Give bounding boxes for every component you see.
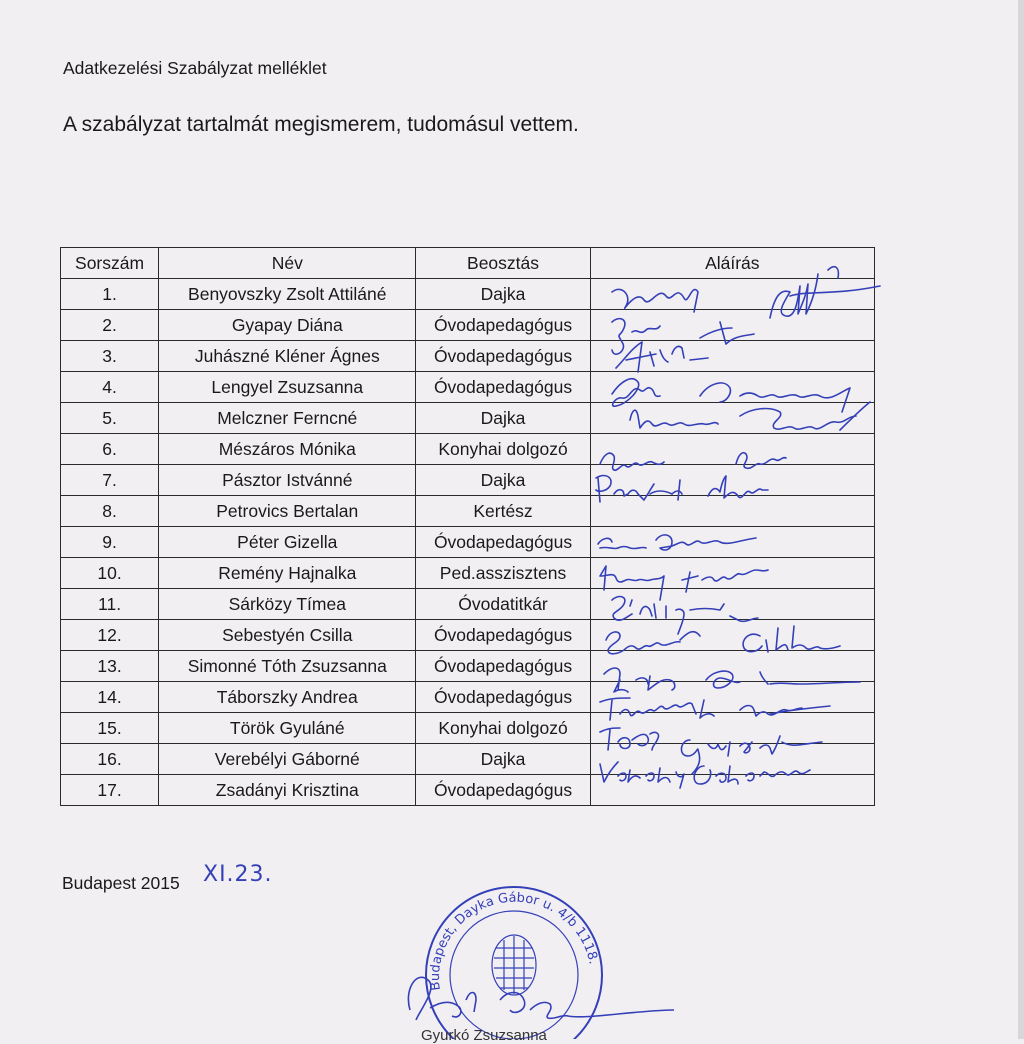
employee-position: Óvodatitkár bbox=[416, 589, 590, 620]
table-row bbox=[61, 589, 875, 620]
employee-position: Dajka bbox=[416, 744, 590, 775]
row-number: 9. bbox=[61, 527, 159, 558]
table-row bbox=[61, 434, 875, 465]
table-row bbox=[61, 682, 875, 713]
row-number: 12. bbox=[61, 620, 159, 651]
signature-cell bbox=[590, 465, 874, 496]
row-number: 7. bbox=[61, 465, 159, 496]
employee-position: Dajka bbox=[416, 465, 590, 496]
table-row bbox=[61, 341, 875, 372]
signature-cell bbox=[590, 403, 874, 434]
row-number: 14. bbox=[61, 682, 159, 713]
signature-cell bbox=[590, 651, 874, 682]
signature-cell bbox=[590, 279, 874, 310]
table-row bbox=[61, 465, 875, 496]
employee-name: Táborszky Andrea bbox=[159, 682, 416, 713]
row-number: 16. bbox=[61, 744, 159, 775]
employee-position: Óvodapedagógus bbox=[416, 682, 590, 713]
employee-position: Kertész bbox=[416, 496, 590, 527]
signature-cell bbox=[590, 620, 874, 651]
header-signature: Aláírás bbox=[590, 248, 874, 279]
signature-cell bbox=[590, 589, 874, 620]
stamp-outer-ring bbox=[426, 887, 602, 1039]
table-row bbox=[61, 372, 875, 403]
signature-cell bbox=[590, 558, 874, 589]
employee-position: Konyhai dolgozó bbox=[416, 713, 590, 744]
row-number: 6. bbox=[61, 434, 159, 465]
row-number: 3. bbox=[61, 341, 159, 372]
table-row bbox=[61, 744, 875, 775]
employee-name: Gyapay Diána bbox=[159, 310, 416, 341]
stamp-signature bbox=[408, 977, 674, 1020]
employee-name: Petrovics Bertalan bbox=[159, 496, 416, 527]
signature-cell bbox=[590, 434, 874, 465]
table-row bbox=[61, 403, 875, 434]
employee-name: Sebestyén Csilla bbox=[159, 620, 416, 651]
handwritten-date: XI.23. bbox=[203, 862, 273, 887]
employee-name: Török Gyuláné bbox=[159, 713, 416, 744]
employee-position: Óvodapedagógus bbox=[416, 310, 590, 341]
signature-cell bbox=[590, 775, 874, 806]
row-number: 8. bbox=[61, 496, 159, 527]
employee-position: Óvodapedagógus bbox=[416, 775, 590, 806]
table-row bbox=[61, 558, 875, 589]
signatory-name: Gyurkó Zsuzsanna bbox=[421, 1027, 547, 1044]
employee-name: Verebélyi Gáborné bbox=[159, 744, 416, 775]
employee-position: Óvodapedagógus bbox=[416, 372, 590, 403]
row-number: 1. bbox=[61, 279, 159, 310]
employee-name: Melczner Ferncné bbox=[159, 403, 416, 434]
table-row bbox=[61, 620, 875, 651]
signature-cell bbox=[590, 682, 874, 713]
header-position: Beosztás bbox=[416, 248, 590, 279]
employee-position: Óvodapedagógus bbox=[416, 527, 590, 558]
row-number: 17. bbox=[61, 775, 159, 806]
header-name: Név bbox=[159, 248, 416, 279]
row-number: 13. bbox=[61, 651, 159, 682]
employee-name: Lengyel Zsuzsanna bbox=[159, 372, 416, 403]
document-statement: A szabályzat tartalmát megismerem, tudomásul vettem. bbox=[63, 113, 579, 136]
table-row bbox=[61, 527, 875, 558]
row-number: 5. bbox=[61, 403, 159, 434]
employee-name: Simonné Tóth Zsuzsanna bbox=[159, 651, 416, 682]
table-header-row bbox=[61, 248, 875, 279]
table-row bbox=[61, 310, 875, 341]
place-and-year: Budapest 2015 bbox=[62, 873, 180, 893]
employee-name: Zsadányi Krisztina bbox=[159, 775, 416, 806]
row-number: 4. bbox=[61, 372, 159, 403]
stamp bbox=[408, 887, 674, 1039]
stamp-inner-ring bbox=[450, 911, 578, 1039]
employee-name: Remény Hajnalka bbox=[159, 558, 416, 589]
table-row bbox=[61, 651, 875, 682]
signature-cell bbox=[590, 372, 874, 403]
stamp-emblem-icon bbox=[492, 935, 536, 995]
employee-position: Konyhai dolgozó bbox=[416, 434, 590, 465]
employee-name: Sárközy Tímea bbox=[159, 589, 416, 620]
row-number: 15. bbox=[61, 713, 159, 744]
signature-cell bbox=[590, 496, 874, 527]
table-row bbox=[61, 713, 875, 744]
employee-position: Óvodapedagógus bbox=[416, 341, 590, 372]
signature-cell bbox=[590, 713, 874, 744]
employee-position: Dajka bbox=[416, 279, 590, 310]
table-row bbox=[61, 496, 875, 527]
employee-position: Óvodapedagógus bbox=[416, 651, 590, 682]
employee-name: Juhászné Kléner Ágnes bbox=[159, 341, 416, 372]
signature-cell bbox=[590, 527, 874, 558]
table-row bbox=[61, 775, 875, 806]
document-subtitle: Adatkezelési Szabályzat melléklet bbox=[63, 58, 327, 78]
header-number: Sorszám bbox=[61, 248, 159, 279]
employee-name: Mészáros Mónika bbox=[159, 434, 416, 465]
row-number: 2. bbox=[61, 310, 159, 341]
signature-cell bbox=[590, 341, 874, 372]
table-row bbox=[61, 279, 875, 310]
signature-cell bbox=[590, 744, 874, 775]
row-number: 10. bbox=[61, 558, 159, 589]
employee-name: Benyovszky Zsolt Attiláné bbox=[159, 279, 416, 310]
stamp-text: Budapest, Dayka Gábor u. 4/b 1118. bbox=[427, 890, 601, 992]
signature-cell bbox=[590, 310, 874, 341]
employee-name: Péter Gizella bbox=[159, 527, 416, 558]
employee-position: Ped.asszisztens bbox=[416, 558, 590, 589]
row-number: 11. bbox=[61, 589, 159, 620]
employee-position: Dajka bbox=[416, 403, 590, 434]
signature-table bbox=[60, 247, 875, 806]
employee-position: Óvodapedagógus bbox=[416, 620, 590, 651]
page-edge bbox=[1018, 0, 1024, 1039]
employee-name: Pásztor Istvánné bbox=[159, 465, 416, 496]
